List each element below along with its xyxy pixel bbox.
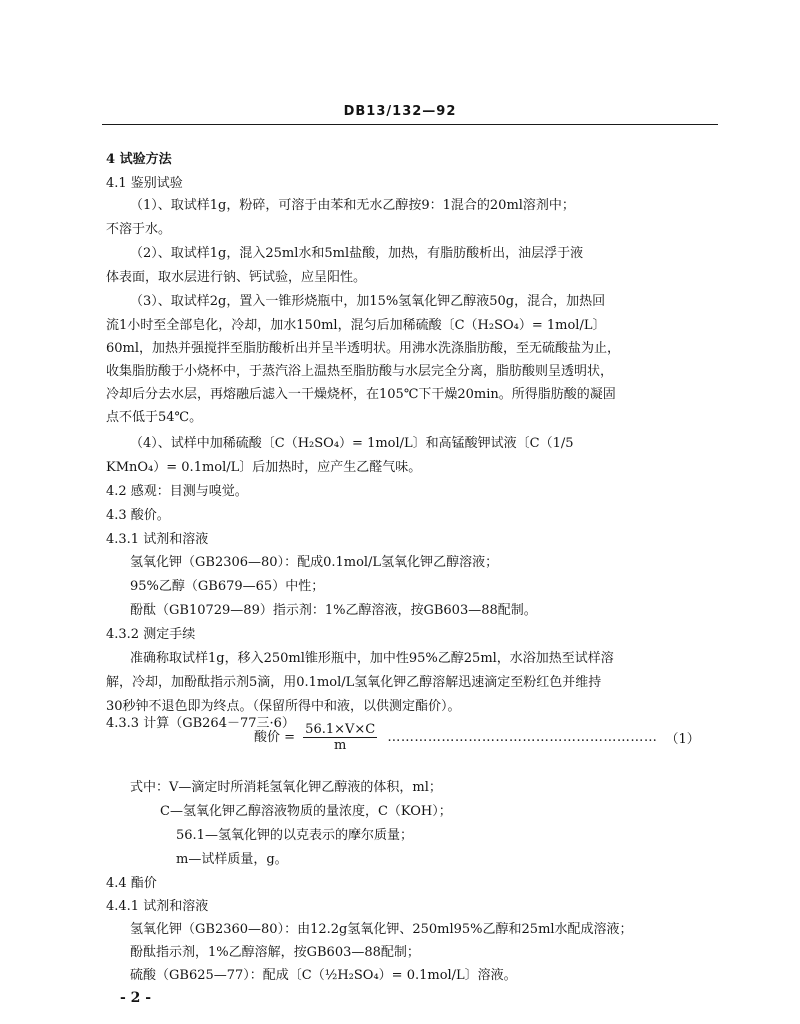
procedure-line-3: 30秒钟不退色即为终点。（保留所得中和液，以供测定酯价）。	[106, 699, 461, 714]
where-v: 式中：V—滴定时所消耗氢氧化钾乙醇液的体积，ml；	[130, 780, 442, 795]
test-3-line-5: 冷却后分去水层，再熔融后滤入一干燥烧杯，在105℃下干燥20min。所得脂肪酸的凝固	[106, 387, 616, 402]
section-4-heading: 4 试验方法	[106, 152, 172, 167]
test-4-line-1: （4）、试样中加稀硫酸〔C（H₂SO₄）= 1mol/L〕和高锰酸钾试液〔C（1/5	[130, 436, 574, 451]
reagent-ethanol: 95%乙醇（GB679—65）中性；	[130, 579, 325, 594]
section-4-1-heading: 4.1 鉴别试验	[106, 176, 183, 191]
test-2-line-1: （2）、取试样1g，混入25ml水和5ml盐酸，加热，有脂肪酸析出，油层浮于液	[130, 246, 584, 261]
test-1-line-2: 不溶于水。	[106, 222, 172, 237]
ester-reagent-phenolphthalein: 酚酞指示剂，1%乙醇溶解，按GB603—88配制；	[130, 945, 420, 960]
test-3-line-4: 收集脂肪酸于小烧杯中，于蒸汽浴上温热至脂肪酸与水层完全分离，脂肪酸则呈透明状，	[106, 364, 614, 379]
page-number: - 2 -	[120, 990, 152, 1006]
test-4-line-2: KMnO₄）= 0.1mol/L〕后加热时，应产生乙醛气味。	[106, 460, 422, 475]
test-3-line-3: 60ml，加热并强搅拌至脂肪酸析出并呈半透明状。用沸水洗涤脂肪酸，至无硫酸盐为止，	[106, 341, 621, 356]
test-3-line-2: 流1小时至全部皂化，冷却，加水150ml，混匀后加稀硫酸〔C（H₂SO₄）= 1mol/L〕	[106, 318, 606, 333]
formula-number: （1）	[665, 732, 700, 747]
section-4-3-3-heading: 4.3.3 计算（GB264－77三·6）	[106, 716, 295, 731]
test-3-line-6: 点不低于54℃。	[106, 410, 203, 425]
formula-leader-dots: ……………………………………………………	[387, 730, 658, 745]
test-1-line-1: （1）、取试样1g，粉碎，可溶于由苯和无水乙醇按9：1混合的20ml溶剂中；	[130, 198, 575, 213]
where-m: m—试样质量，g。	[176, 852, 288, 867]
where-c: C—氢氧化钾乙醇溶液物质的量浓度，C（KOH）；	[160, 804, 452, 819]
standard-code-header: DB13/132—92	[343, 104, 457, 119]
section-4-4-heading: 4.4 酯价	[106, 876, 157, 891]
section-4-3-2-heading: 4.3.2 测定手续	[106, 627, 196, 642]
procedure-line-2: 解，冷却，加酚酞指示剂5滴，用0.1mol/L氢氧化钾乙醇溶解迅速滴定至粉红色并维持	[106, 675, 602, 690]
section-4-3-heading: 4.3 酸价。	[106, 508, 170, 523]
where-56-1: 56.1—氢氧化钾的以克表示的摩尔质量；	[176, 828, 413, 843]
test-3-line-1: （3）、取试样2g，置入一锥形烧瓶中，加15%氢氧化钾乙醇液50g，混合，加热回	[130, 294, 606, 309]
procedure-line-1: 准确称取试样1g，移入250ml锥形瓶中，加中性95%乙醇25ml，水浴加热至试样溶	[130, 651, 614, 666]
section-4-4-1-heading: 4.4.1 试剂和溶液	[106, 899, 209, 914]
formula-denominator: m	[334, 738, 347, 753]
section-4-2-heading: 4.2 感观：目测与嗅觉。	[106, 484, 248, 499]
ester-reagent-koh: 氢氧化钾（GB2360—80）：由12.2g氢氧化钾、250ml95%乙醇和25ml水配成溶液；	[130, 922, 633, 937]
acid-value-formula	[254, 722, 700, 753]
formula-fraction	[303, 722, 377, 753]
ester-reagent-sulfuric-acid: 硫酸（GB625—77）：配成〔C（½H₂SO₄）= 0.1mol/L〕溶液。	[130, 968, 517, 983]
header-rule	[102, 124, 718, 125]
section-4-3-1-heading: 4.3.1 试剂和溶液	[106, 532, 209, 547]
formula-label: 酸价 =	[254, 730, 296, 745]
formula-numerator: 56.1×V×C	[305, 722, 376, 737]
test-2-line-2: 体表面，取水层进行钠、钙试验，应呈阳性。	[106, 270, 367, 285]
reagent-koh: 氢氧化钾（GB2306—80）：配成0.1mol/L氢氧化钾乙醇溶液；	[130, 555, 499, 570]
reagent-phenolphthalein: 酚酞（GB10729—89）指示剂：1%乙醇溶液，按GB603—88配制。	[130, 603, 537, 618]
